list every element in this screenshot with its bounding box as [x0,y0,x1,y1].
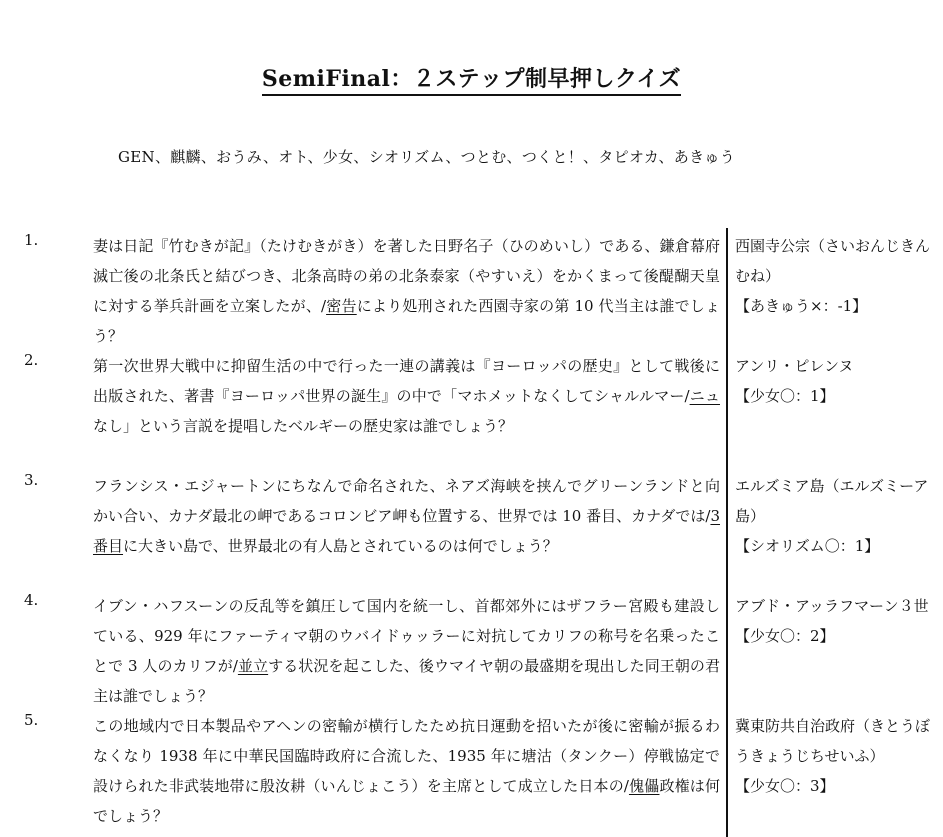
question-number: 1. [24,231,39,249]
answer-text: エルズミア島（エルズミーア島） [735,477,929,525]
answer-cell [735,351,935,411]
question-text: 妻は日記『竹むきが記』（たけむきがき）を著した日野名子（ひのめいし）である、鎌倉幕府滅亡後の北条氏と結びつき、北条高時の弟の北条泰家（やすいえ）をかくまって後醍醐天皇に対する挙兵計画を立案したが、/密告により処刑された西園寺家の第 10 代当主は誰でしょう？ [93,237,720,345]
answer-cell [735,231,935,321]
answer-text: 西園寺公宗（さいおんじきんむね） [735,237,931,285]
answer-cell [735,591,935,651]
page-title: SemiFinal：２ステップ制早押しクイズ [0,62,943,93]
answer-text: アンリ・ピレンヌ [735,357,854,375]
result-text: 【少女〇：3】 [735,777,835,795]
buzz-point: 密告 [326,297,357,315]
result-text: 【あきゅう×：-1】 [735,297,868,315]
question-text: この地域内で日本製品やアヘンの密輸が横行したため抗日運動を招いたが後に密輸が振るわなくなり 1938 年に中華民国臨時政府に合流した、1935 年に塘沽（タンクー）停戦協定で設けられた非武装地帯に殷汝耕（いんじょこう）を主席として成立した日本の/傀儡政権は何でしょう？ [93,717,720,825]
question-number: 2. [24,351,39,369]
question-number: 4. [24,591,39,609]
answer-text: アブド・アッラフマーン３世 [735,597,929,615]
question-number: 5. [24,711,39,729]
buzz-point: 傀儡 [628,777,660,795]
player-list: GEN、麒麟、おうみ、オト、少女、シオリズム、つとむ、つくと！、タピオカ、あきゅう [118,148,736,166]
result-text: 【少女〇：1】 [735,387,835,405]
buzz-point: 3 番目 [93,507,720,555]
question-text: イブン・ハフスーンの反乱等を鎮圧して国内を統一し、首都郊外にはザフラー宮殿も建設している、929 年にファーティマ朝のウバイドゥッラーに対抗してカリフの称号を名乗ったことで 3 人のカリフが/並立する状況を起こした、後ウマイヤ朝の最盛期を現出した同王朝の君主は誰でしょう？ [93,597,720,705]
question-text: 第一次世界大戦中に抑留生活の中で行った一連の講義は『ヨーロッパの歴史』として戦後に出版された、著書『ヨーロッパ世界の誕生』の中で「マホメットなくしてシャルルマー/ニュなし」という言説を提唱したベルギーの歴史家は誰でしょう？ [93,357,720,435]
question-text: フランシス・エジャートンにちなんで命名された、ネアズ海峡を挟んでグリーンランドと向かい合い、カナダ最北の岬であるコロンビア岬も位置する、世界では 10 番目、カナダでは/3 番目に大きい島で、世界最北の有人島とされているのは何でしょう？ [93,477,720,555]
buzz-point: ニュ [689,387,720,405]
answer-cell [735,711,935,801]
result-text: 【少女〇：2】 [735,627,835,645]
answer-text: 冀東防共自治政府（きとうぼうきょうじちせいふ） [735,717,931,765]
column-divider [726,228,728,837]
result-text: 【シオリズム〇：1】 [735,537,880,555]
buzz-point: 並立 [237,657,269,675]
question-number: 3. [24,471,39,489]
answer-cell [735,471,935,561]
